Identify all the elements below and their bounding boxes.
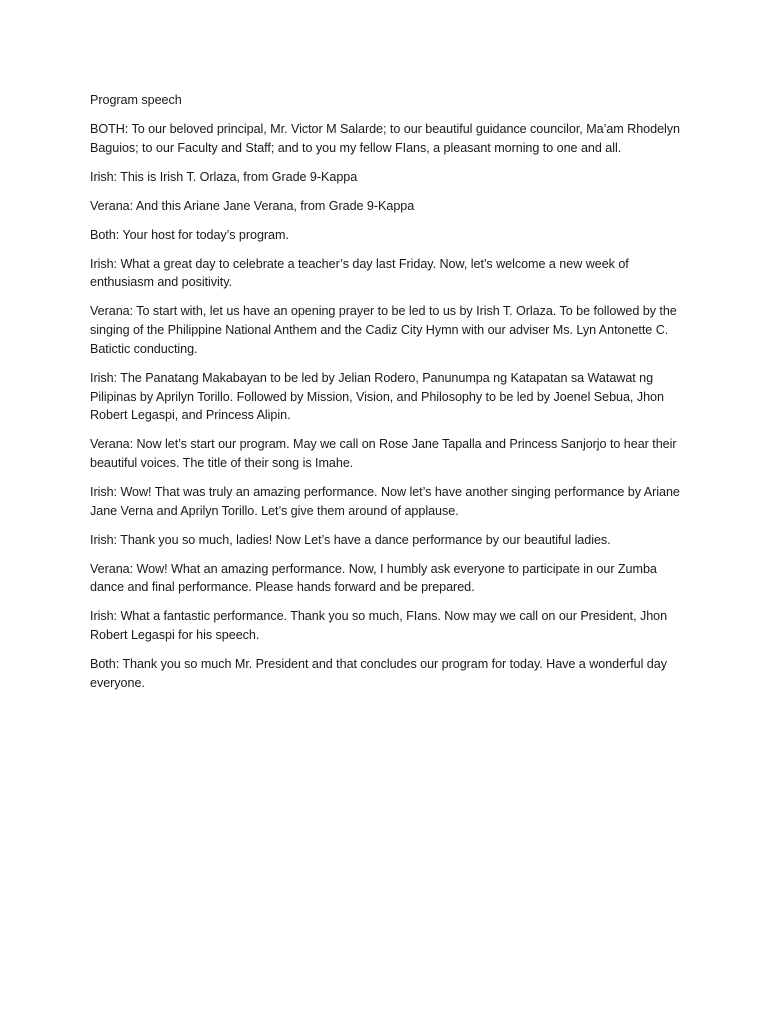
paragraph-opening-prayer: Verana: To start with, let us have an opening prayer to be led to us by Irish T. Orlaza. To be followed by the singing of the Philippine National Anthem and the Cadiz City Hymn with our adviser Ms. Lyn Antonette C. Batictic conducting. bbox=[90, 304, 677, 356]
paragraph-singing-performance: Irish: Wow! That was truly an amazing performance. Now let’s have another singing performance by Ariane Jane Verna and Aprilyn Torillo. Let’s give them around of applause. bbox=[90, 484, 680, 518]
paragraph-president-speech: Irish: What a fantastic performance. Thank you so much, FIans. Now may we call on our President, Jhon Robert Legaspi for his speech. bbox=[90, 609, 668, 643]
paragraph-opening-greeting: BOTH: To our beloved principal, Mr. Victor M Salarde; to our beautiful guidance councilor, Ma’am Rhodelyn Baguios; to our Faculty and Staff; and to you my fellow FIans, a pleasant morning to one and all. bbox=[90, 122, 680, 155]
paragraph-verana-intro: Verana: And this Ariane Jane Verana, from Grade 9-Kappa bbox=[90, 198, 415, 213]
paragraph-zumba: Verana: Wow! What an amazing performance. Now, I humbly ask everyone to participate in our Zumba dance and final performance. Please hands forward and be prepared. bbox=[90, 561, 657, 595]
paragraph-panatang-makabayan: Irish: The Panatang Makabayan to be led by Jelian Rodero, Panunumpa ng Katapatan sa Watawat ng Pilipinas by Aprilyn Torillo. Followed by Mission, Vision, and Philosophy to be led by Joenel Sebua, Jhon Robert Legaspi, and Princess Alipin. bbox=[90, 370, 664, 423]
paragraph-dance-performance: Irish: Thank you so much, ladies! Now Let’s have a dance performance by our beautiful ladies. bbox=[90, 532, 611, 547]
paragraph-closing: Both: Thank you so much Mr. President and that concludes our program for today. Have a wonderful day everyone. bbox=[90, 657, 667, 690]
document-body bbox=[90, 91, 682, 703]
paragraph-start-program: Verana: Now let’s start our program. May we call on Rose Jane Tapalla and Princess Sanjorjo to hear their beautiful voices. The title of their song is Imahe. bbox=[90, 437, 677, 470]
paragraph-teachers-day: Irish: What a great day to celebrate a teacher’s day last Friday. Now, let’s welcome a new week of enthusiasm and positivity. bbox=[90, 256, 629, 290]
document-title: Program speech bbox=[90, 93, 182, 107]
paragraph-both-host: Both: Your host for today’s program. bbox=[90, 227, 289, 242]
paragraph-irish-intro: Irish: This is Irish T. Orlaza, from Grade 9-Kappa bbox=[90, 169, 358, 184]
